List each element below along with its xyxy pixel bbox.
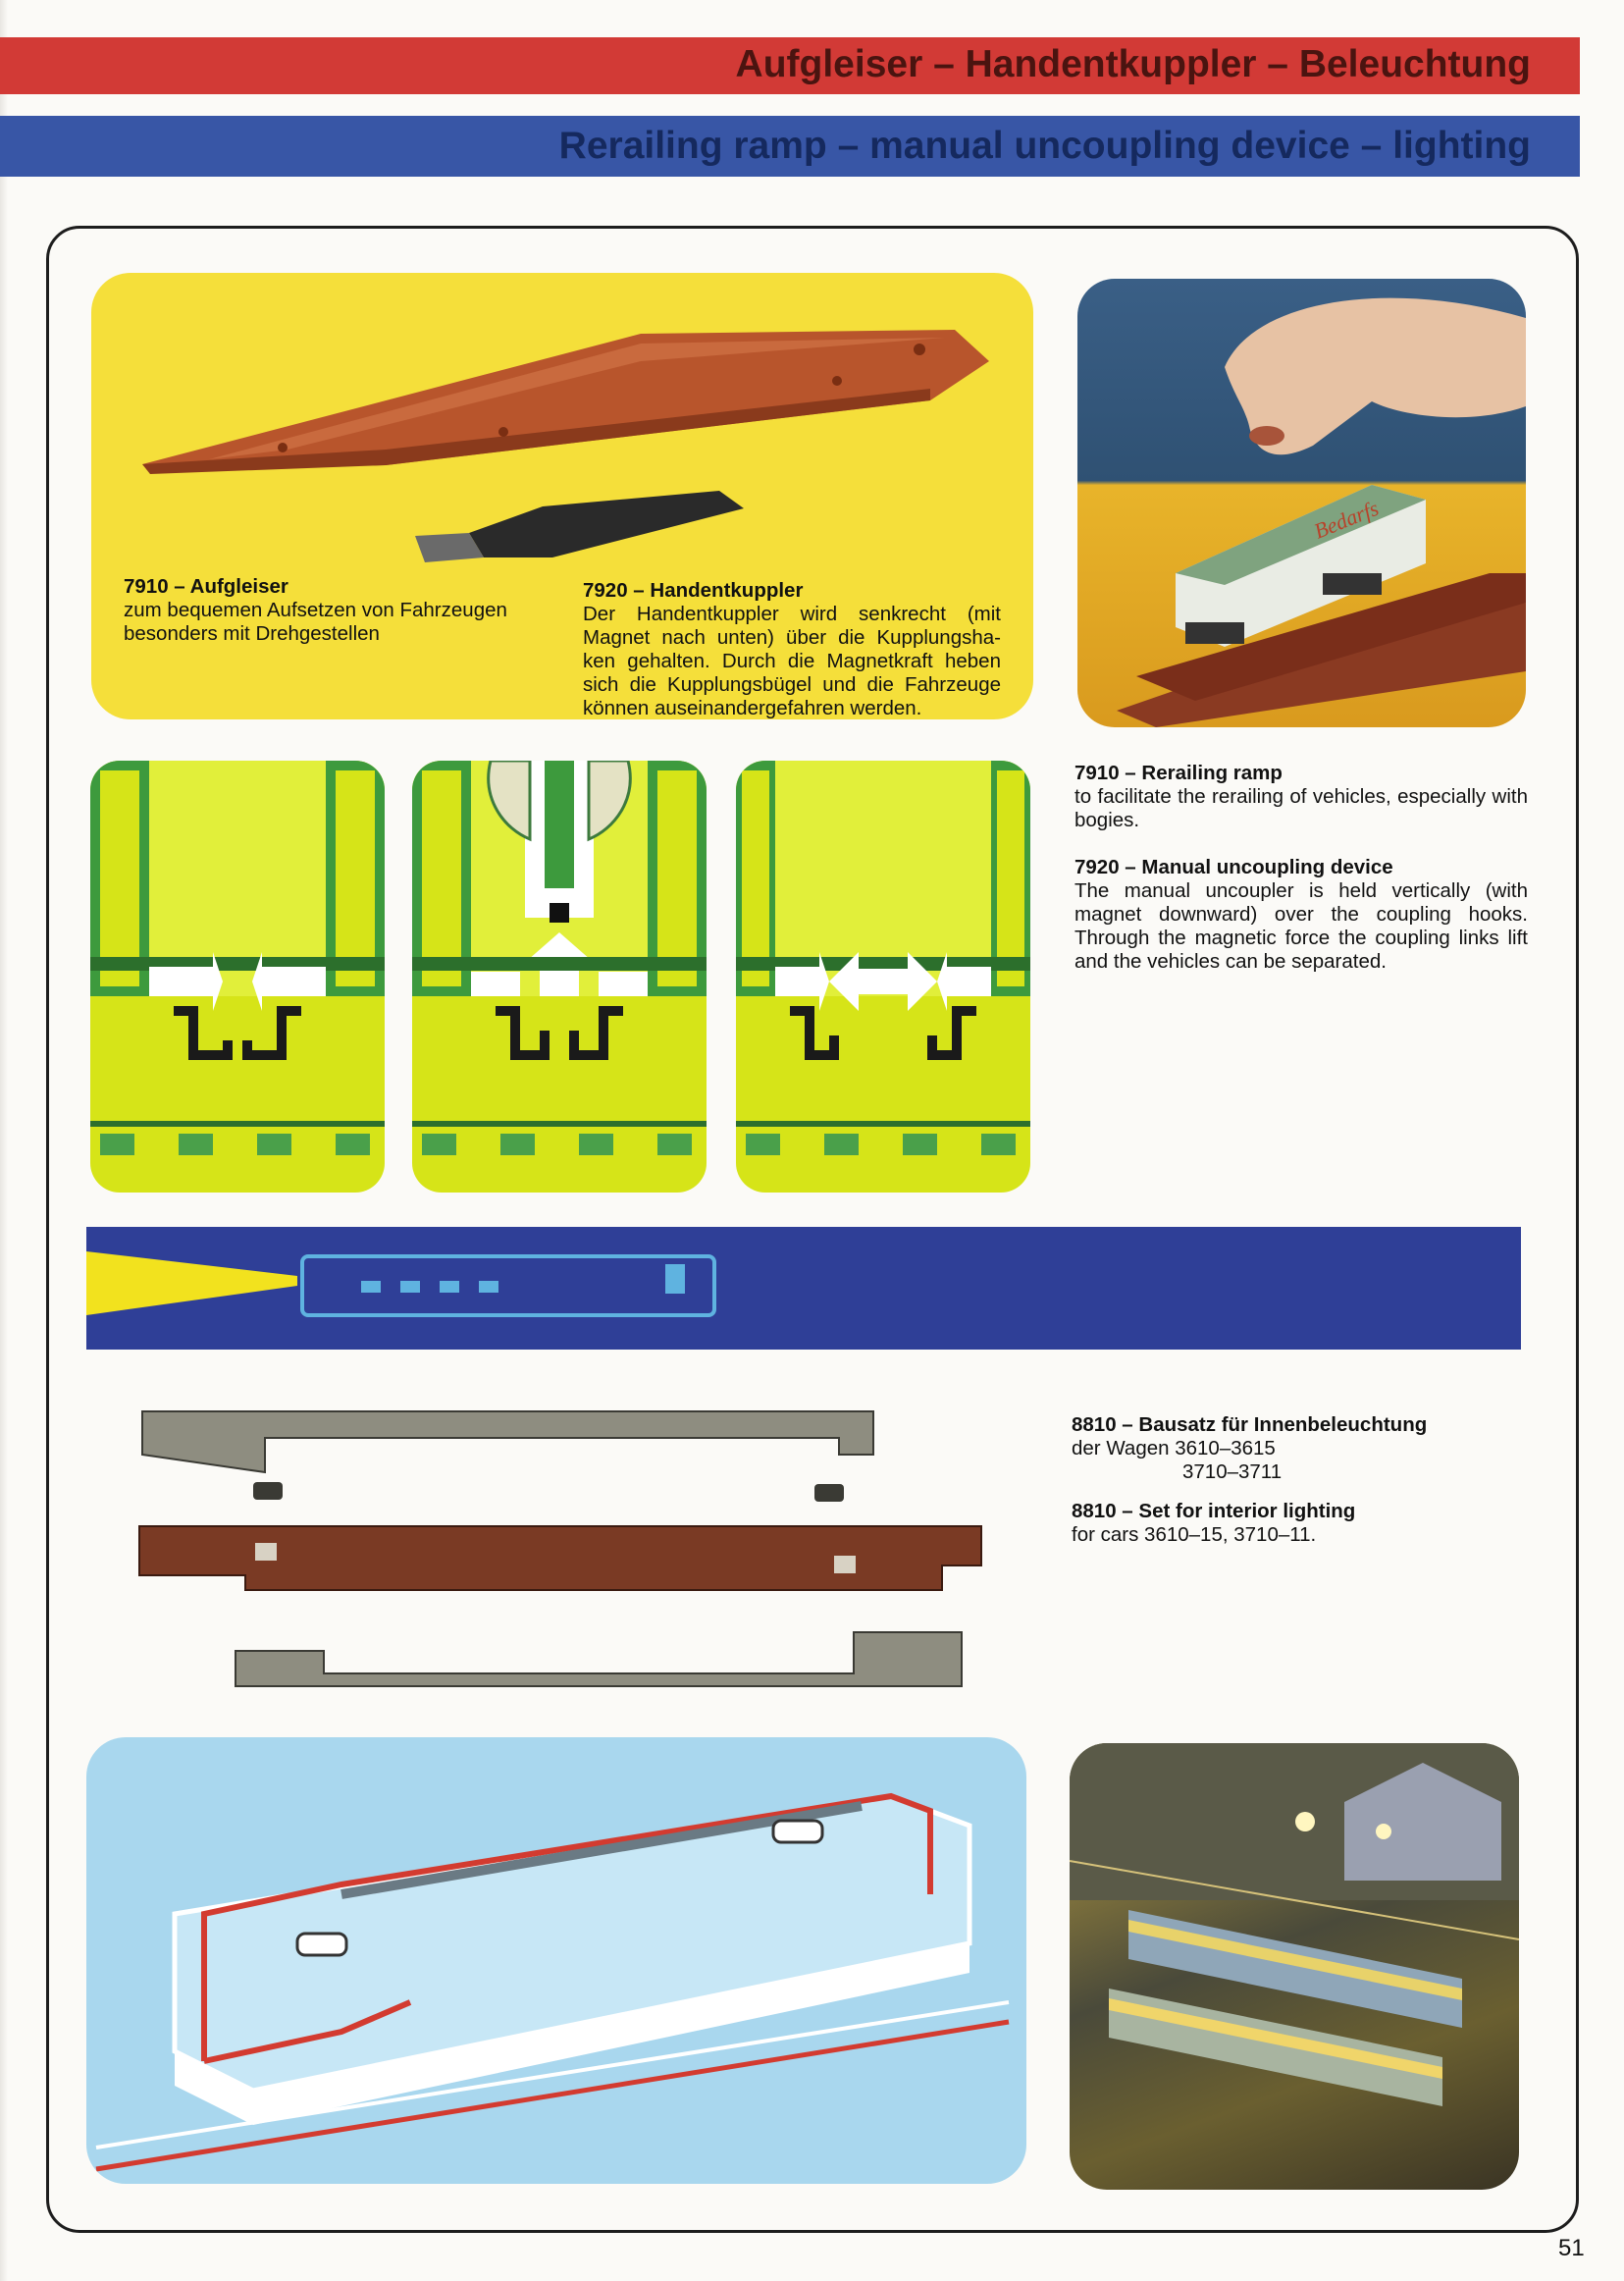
header-title-german: Aufgleiser – Handentkuppler – Beleuchtung xyxy=(735,43,1531,85)
diagram-separated xyxy=(736,761,1030,1193)
header-band-english xyxy=(0,116,1580,177)
night-layout-scene xyxy=(1070,1743,1519,2190)
caption-7920-german-heading: 7920 – Handentkuppler xyxy=(583,579,804,602)
caption-8810-english-heading: 8810 – Set for interior lighting xyxy=(1072,1500,1356,1522)
coupled-cars-diagram xyxy=(90,761,385,1193)
caption-7910-german xyxy=(124,575,546,646)
caption-7910-german-body: zum bequemen Aufsetzen von Fahrzeugen besonders mit Drehgestellen xyxy=(124,599,507,645)
caption-7910-german-heading: 7910 – Aufgleiser xyxy=(124,575,288,598)
caption-7920-english-heading: 7920 – Manual uncoupling device xyxy=(1074,856,1393,878)
caption-8810 xyxy=(1072,1413,1533,1547)
lighting-kit-parts xyxy=(128,1394,1011,1708)
header-band-german xyxy=(0,37,1580,94)
caption-7910-english-body: to facilitate the rerailing of vehicles, especially with bogies. xyxy=(1074,785,1528,831)
photo-illuminated-layout xyxy=(1070,1743,1519,2190)
lighting-kit-parts-illustration xyxy=(128,1394,1011,1708)
diagram-uncoupler-applied xyxy=(412,761,707,1193)
caption-8810-german-heading: 8810 – Bausatz für Innenbeleuchtung xyxy=(1072,1413,1428,1436)
caption-8810-german-line2: 3710–3711 xyxy=(1182,1460,1283,1483)
header-title-english: Rerailing ramp – manual uncoupling device – lighting xyxy=(558,125,1531,167)
uncoupler-applied-diagram xyxy=(412,761,707,1193)
diagram-coupled xyxy=(90,761,385,1193)
train-with-headlight-graphic xyxy=(86,1227,1521,1350)
cutaway-wagon-graphic xyxy=(86,1737,1026,2184)
caption-7910-english-heading: 7910 – Rerailing ramp xyxy=(1074,762,1283,784)
hand-placing-wagon-illustration xyxy=(1077,279,1526,727)
photo-wagon-on-ramp xyxy=(1077,279,1526,727)
separated-cars-diagram xyxy=(736,761,1030,1193)
page-number: 51 xyxy=(1558,2235,1585,2261)
caption-7920-german-body: Der Handentkuppler wird senkrecht (mit Magnet nach unten) über die Kupplungsha-ken gehalten. Durch die Magnetkraft heben sich die Kupplungsbügel und die Fahrzeuge können auseinandergefahren werden. xyxy=(583,603,1001,719)
caption-8810-german-line1: der Wagen 3610–3615 xyxy=(1072,1437,1276,1459)
caption-7920-german xyxy=(583,579,1001,720)
captions-english xyxy=(1074,762,1528,974)
illuminated-train-illustration xyxy=(86,1227,1521,1350)
caption-7920-english-body: The manual uncoupler is held vertically (with magnet downward) over the coupling hooks. Through the magnetic force the coupling links lift and the vehicles can be separated. xyxy=(1074,879,1528,973)
page-spine-shadow xyxy=(0,0,8,2281)
caption-8810-english-body: for cars 3610–15, 3710–11. xyxy=(1072,1523,1317,1546)
wagon-lettering: Bedarfs xyxy=(1310,495,1383,544)
cutaway-wagon-wiring-illustration xyxy=(86,1737,1026,2184)
